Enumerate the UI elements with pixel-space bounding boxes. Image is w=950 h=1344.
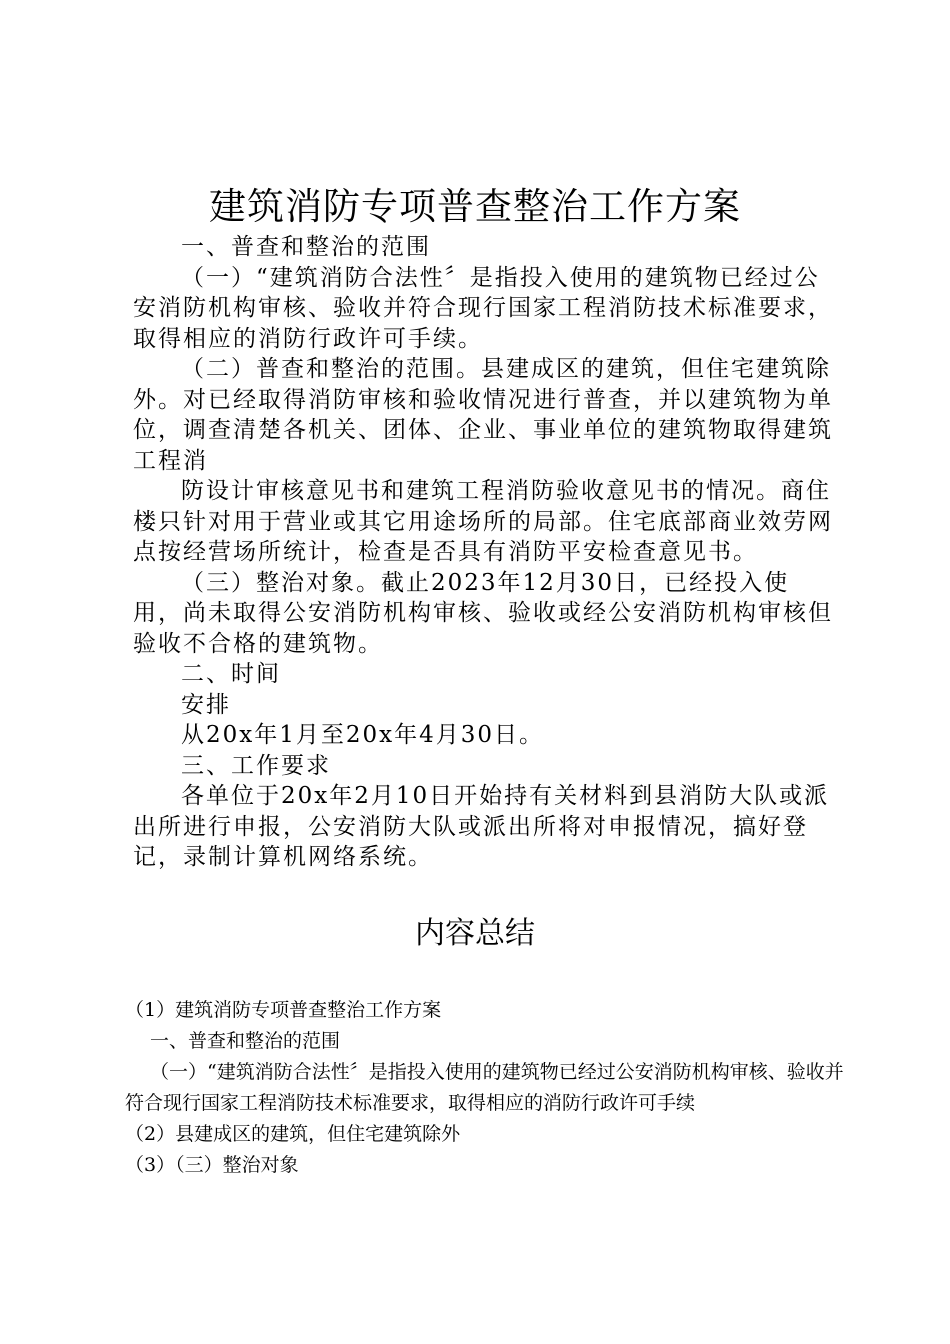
- summary-title: 内容总结: [415, 916, 535, 951]
- summary-line: （2）县建成区的建筑，但住宅建筑除外: [125, 1123, 461, 1145]
- summary-line: 一、普查和整治的范围: [150, 1030, 341, 1052]
- paragraph-rectification-target: （三）整治对象。截止2023年12月30日，已经投入使用，尚未取得公安消防机构审核、验收或经公安消防机构审核但验收不合格的建筑物。: [133, 569, 833, 657]
- section-heading-requirements: 三、工作要求: [181, 752, 331, 779]
- paragraph-arrangement: 安排: [181, 691, 231, 718]
- summary-line: （3）（三）整治对象: [125, 1154, 299, 1176]
- document-body: [133, 232, 838, 873]
- paragraph-scope: （二）普查和整治的范围。县建成区的建筑，但住宅建筑除外。对已经取得消防审核和验收情况进行普查，并以建筑物为单位，调查清楚各机关、团体、企业、事业单位的建筑物取得建筑工程消: [133, 356, 833, 474]
- summary-line: （1）建筑消防专项普查整治工作方案: [125, 999, 442, 1021]
- section-heading-time: 二、时间: [181, 661, 281, 687]
- paragraph-date-range: 从20x年1月至20x年4月30日。: [181, 722, 545, 748]
- document-title: 建筑消防专项普查整治工作方案: [209, 185, 741, 228]
- paragraph-scope-continued: 防设计审核意见书和建筑工程消防验收意见书的情况。商住楼只针对用于营业或其它用途场所的局部。住宅底部商业效劳网点按经营场所统计，检查是否具有消防平安检查意见书。: [133, 478, 833, 565]
- section-heading-scope: 一、普查和整治的范围: [181, 234, 431, 260]
- summary-body: [125, 995, 845, 1181]
- summary-line: （一）“建筑消防合法性〞是指投入使用的建筑物已经过公安消防机构审核、验收并符合现行国家工程消防技术标准要求，取得相应的消防行政许可手续: [125, 1061, 844, 1114]
- paragraph-requirements: 各单位于20x年2月10日开始持有关材料到县消防大队或派出所进行申报，公安消防大队或派出所将对申报情况，搞好登记，录制计算机网络系统。: [133, 783, 830, 870]
- paragraph-legality: （一）“建筑消防合法性〞是指投入使用的建筑物已经过公安消防机构审核、验收并符合现行国家工程消防技术标准要求，取得相应的消防行政许可手续。: [133, 264, 833, 352]
